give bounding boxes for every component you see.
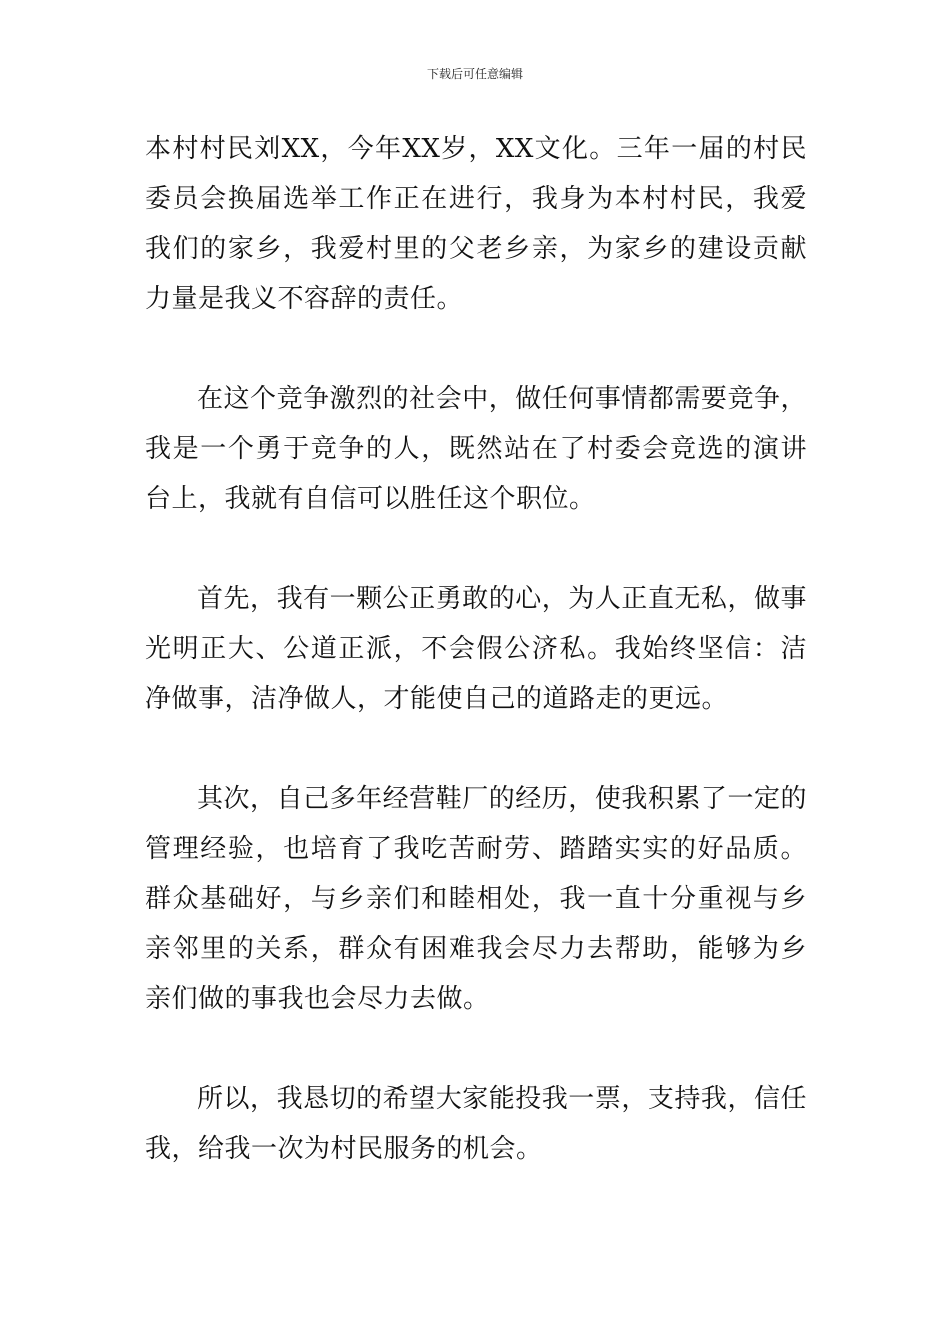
paragraph-first-point: 首先，我有一颗公正勇敢的心，为人正直无私，做事光明正大、公道正派，不会假公济私。我始终坚信：洁净做事，洁净做人，才能使自己的道路走的更远。 (145, 584, 807, 714)
paragraph-introduction: 本村村民刘XX，今年XX岁，XX文化。三年一届的村民委员会换届选举工作正在进行，我身为本村村民，我爱我们的家乡，我爱村里的父老乡亲，为家乡的建设贡献力量是我义不容辞的责任。 (145, 134, 807, 314)
paragraph-competition: 在这个竞争激烈的社会中，做任何事情都需要竞争，我是一个勇于竞争的人，既然站在了村委会竞选的演讲台上，我就有自信可以胜任这个职位。 (145, 384, 807, 514)
paragraph-second-point: 其次，自己多年经营鞋厂的经历，使我积累了一定的管理经验，也培育了我吃苦耐劳、踏踏实实的好品质。群众基础好，与乡亲们和睦相处，我一直十分重视与乡亲邻里的关系，群众有困难我会尽力去帮助，能够为乡亲们做的事我也会尽力去做。 (145, 784, 807, 1014)
document-body (145, 124, 807, 1174)
paragraph-conclusion: 所以，我恳切的希望大家能投我一票，支持我，信任我，给我一次为村民服务的机会。 (145, 1084, 807, 1164)
page-header-note: 下载后可任意编辑 (426, 67, 523, 81)
